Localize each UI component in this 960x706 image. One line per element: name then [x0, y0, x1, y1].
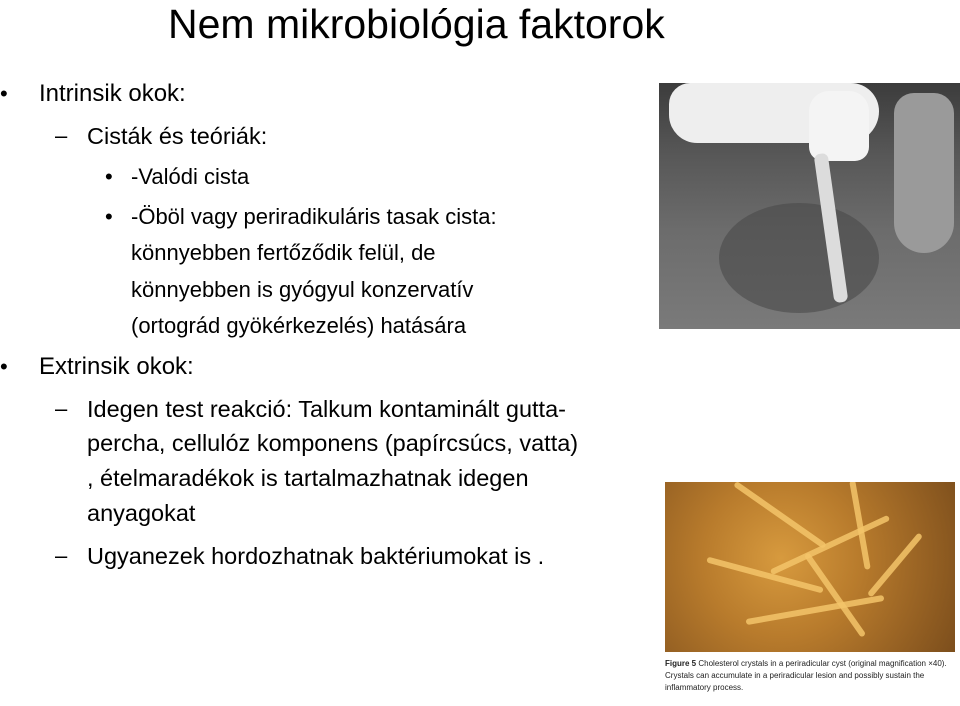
bullet-dash-icon: – [55, 396, 68, 421]
bullet-foreign-line4: anyagokat [87, 500, 196, 526]
page-title: Nem mikrobiológia faktorok [168, 1, 665, 47]
bullet-bay-cyst-line3: könnyebben is gyógyul konzervatív [131, 277, 474, 302]
bullet-bay-cyst-line2: könnyebben fertőződik felül, de [131, 240, 436, 265]
xray-lesion-shadow [719, 203, 879, 313]
bullet-foreign-line2: percha, cellulóz komponens (papírcsúcs, vatta) [87, 430, 579, 456]
bullet-foreign-line3: , ételmaradékok is tartalmazhatnak idegen [87, 465, 529, 491]
bullet-intrinsic: Intrinsik okok: [39, 80, 186, 107]
histology-image [665, 482, 955, 652]
bullet-dot-icon: • [105, 164, 113, 189]
xray-crown [809, 91, 869, 161]
crystal-shape [746, 595, 885, 625]
figure-caption [665, 658, 957, 694]
bullet-true-cyst: -Valódi cista [131, 164, 250, 189]
bullet-dash-icon: – [55, 543, 68, 568]
bullet-bay-cyst-line4: (ortográd gyökérkezelés) hatására [131, 313, 467, 338]
crystal-shape [706, 557, 823, 594]
bullet-extrinsic: Extrinsik okok: [39, 353, 194, 380]
crystal-shape [804, 552, 866, 637]
figure-caption-label: Figure 5 [665, 659, 697, 668]
figure-caption-text: Cholesterol crystals in a periradicular cyst (original magnification ×40). Crystals can accumulate in a periradicular lesion and possibly sustain the inflammatory process. [665, 659, 947, 692]
bullet-dot-icon: • [105, 204, 113, 229]
bullet-bay-cyst-line1: -Öböl vagy periradikuláris tasak cista: [131, 204, 497, 229]
bullet-dot-icon: • [0, 354, 8, 379]
crystal-shape [867, 532, 923, 597]
dental-xray-image [659, 83, 960, 329]
xray-tooth [894, 93, 954, 253]
bullet-foreign-line1: Idegen test reakció: Talkum kontaminált gutta- [87, 396, 566, 422]
bullet-cysts: Cisták és teóriák: [87, 123, 268, 149]
bullet-dash-icon: – [55, 123, 68, 148]
bullet-dot-icon: • [0, 81, 8, 106]
bullet-bacteria: Ugyanezek hordozhatnak baktériumokat is . [87, 543, 545, 569]
crystal-shape [733, 482, 827, 549]
